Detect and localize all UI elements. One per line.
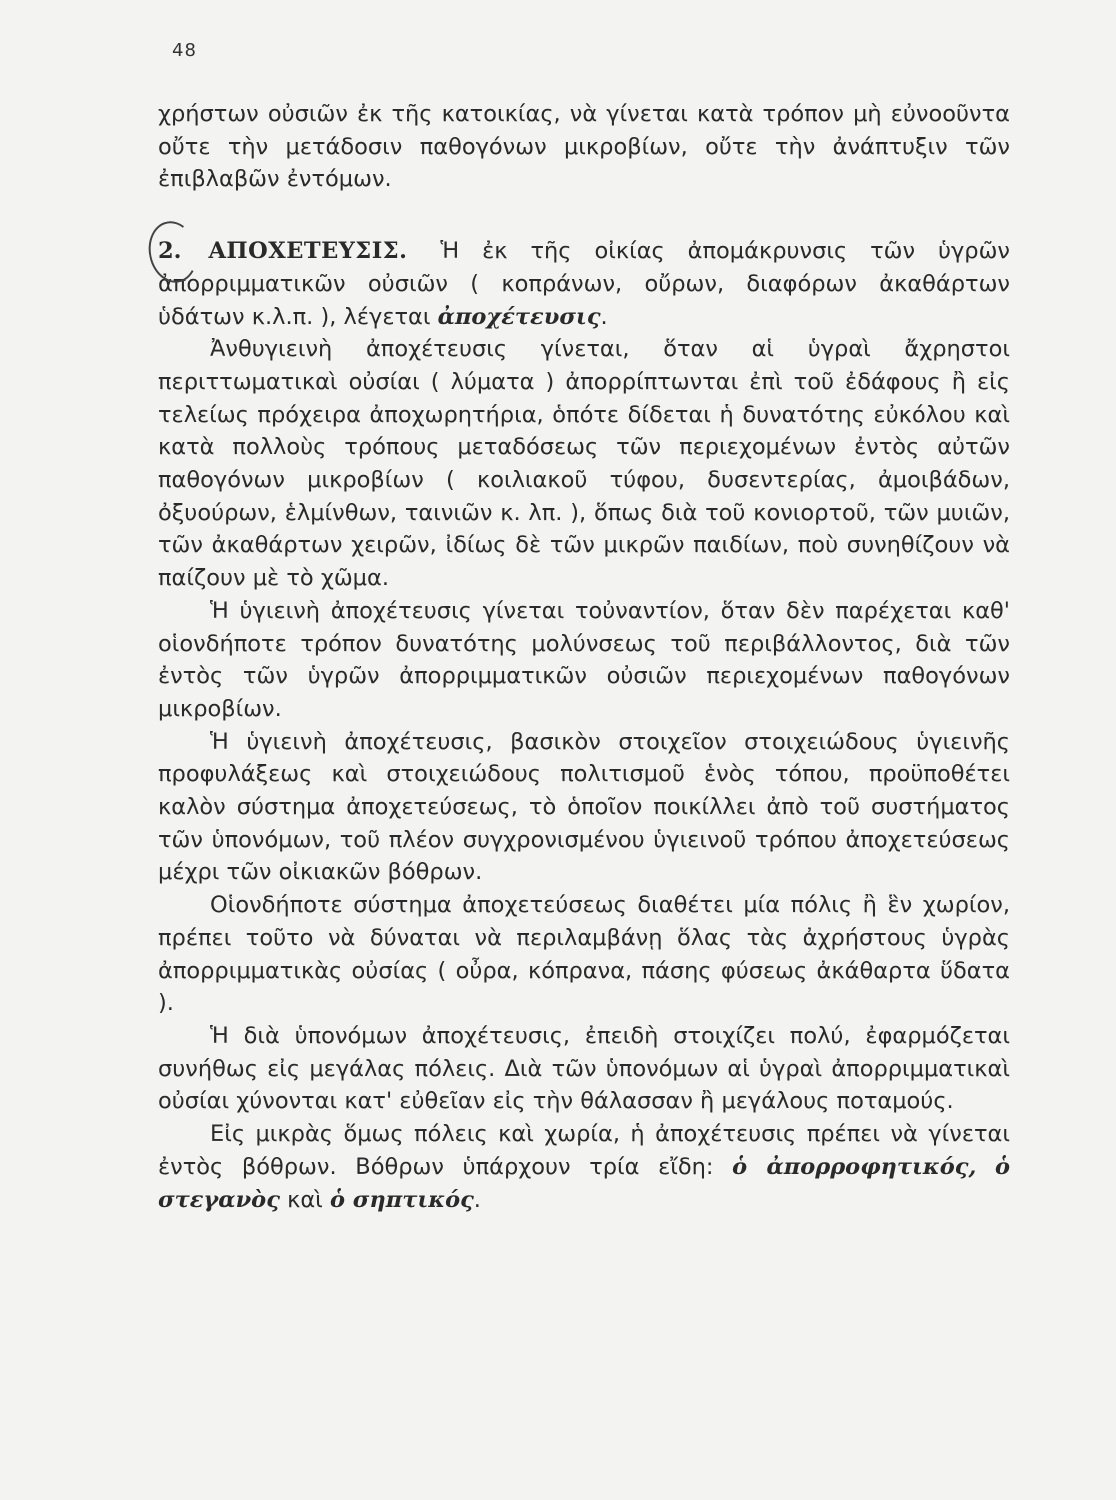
intro-paragraph: χρήστων οὐσιῶν ἐκ τῆς κατοικίας, νὰ γίνεται κατὰ τρόπον μὴ εὐνοοῦντα οὔτε τὴν μετάδοσιν παθογόνων μικροβίων, οὔτε τὴν ἀνάπτυξιν τῶν ἐπιβλαβῶν ἐντόμων. <box>158 101 1010 193</box>
page-body <box>158 98 1010 1216</box>
page-number: 48 <box>172 40 197 61</box>
section-number: 2. <box>158 235 182 268</box>
section-text: Ἡ ἐκ τῆς οἰκίας ἀπομάκρυνσις τῶν ὑγρῶν ἀπορριμματικῶν οὐσιῶν ( κοπράνων, οὔρων, διαφόρων ἀκαθάρτων ὑδάτων κ.λ.π. ), λέγεται <box>158 238 1011 330</box>
section-paragraph <box>158 235 1010 333</box>
final-text: Εἰς μικρὰς ὅμως πόλεις καὶ χωρία, ἡ ἀποχέτευσις πρέπει νὰ γίνεται ἐντὸς βόθρων. Βόθρων ὑπάρχουν τρία εἴδη: <box>158 1121 1010 1180</box>
body-paragraph: Ἡ διὰ ὑπονόμων ἀποχέτευσις, ἐπειδὴ στοιχίζει πολύ, ἐφαρμόζεται συνήθως εἰς μεγάλας πόλεις. Διὰ τῶν ὑπονόμων αἱ ὑγραὶ ἀπορριμματικαὶ οὐσίαι χύνονται κατ' εὐθεῖαν εἰς τὴν θάλασσαν ἢ μεγάλους ποταμούς. <box>158 1022 1010 1115</box>
cesspool-type-absorbent: ὁ ἀπορροφητικός, <box>732 1153 977 1180</box>
final-end: . <box>473 1186 481 1213</box>
final-paragraph <box>158 1118 1010 1216</box>
body-paragraph: Ἡ ὑγιεινὴ ἀποχέτευσις, βασικὸν στοιχεῖον στοιχειώδους ὑγιεινῆς προφυλάξεως καὶ στοιχειώδους πολιτισμοῦ ἑνὸς τόπου, προϋποθέτει καλὸν σύστημα ἀποχετεύσεως, τὸ ὁποῖον ποικίλλει ἀπὸ τοῦ συστήματος τῶν ὑπονόμων, τοῦ πλέον συγχρονισμένου ὑγιεινοῦ τρόπου ἀποχετεύσεως μέχρι τῶν οἰκιακῶν βόθρων. <box>158 728 1010 886</box>
section-term: ἀποχέτευσις <box>437 303 601 330</box>
cesspool-type-sealed: ὁ στεγανὸς <box>158 1153 1010 1213</box>
body-paragraph: Ἀνθυγιεινὴ ἀποχέτευσις γίνεται, ὅταν αἱ ὑγραὶ ἄχρηστοι περιττωματικαὶ οὐσίαι ( λύματα ) ἀπορρίπτωνται ἐπὶ τοῦ ἐδάφους ἢ εἰς τελείως πρόχειρα ἀποχωρητήρια, ὁπότε δίδεται ἡ δυνατότης εὐκόλου καὶ κατὰ πολλοὺς τρόπους μεταδόσεως τῶν περιεχομένων ἐντὸς αὐτῶν παθογόνων μικροβίων ( κοιλιακοῦ τύφου, δυσεντερίας, ἀμοιβάδων, ὀξυούρων, ἑλμίνθων, ταινιῶν κ. λπ. ), ὅπως διὰ τοῦ κονιορτοῦ, τῶν μυιῶν, τῶν ἀκαθάρτων χειρῶν, ἰδίως δὲ τῶν μικρῶν παιδίων, ποὺ συνηθίζουν νὰ παίζουν μὲ τὸ χῶμα. <box>158 336 1010 592</box>
cesspool-type-septic: ὁ σηπτικός <box>329 1186 474 1213</box>
body-paragraph: Ἡ ὑγιεινὴ ἀποχέτευσις γίνεται τοὐναντίον, ὅταν δὲν παρέχεται καθ' οἱονδήποτε τρόπον δυνατότης μολύνσεως τοῦ περιβάλλοντος, διὰ τῶν ἐντὸς τῶν ὑγρῶν ἀπορριμματικῶν οὐσιῶν περιεχομένων παθογόνων μικροβίων. <box>158 597 1010 722</box>
section-heading: ΑΠΟΧΕΤΕΥΣΙΣ. <box>208 238 408 265</box>
final-conjunction: καὶ <box>287 1186 323 1213</box>
section-end: . <box>600 303 608 330</box>
body-paragraph: Οἱονδήποτε σύστημα ἀποχετεύσεως διαθέτει μία πόλις ἢ ἓν χωρίον, πρέπει τοῦτο νὰ δύναται νὰ περιλαμβάνῃ ὅλας τὰς ἀχρήστους ὑγρὰς ἀπορριμματικὰς οὐσίας ( οὖρα, κόπρανα, πάσης φύσεως ἀκάθαρτα ὕδατα ). <box>158 892 1010 1017</box>
